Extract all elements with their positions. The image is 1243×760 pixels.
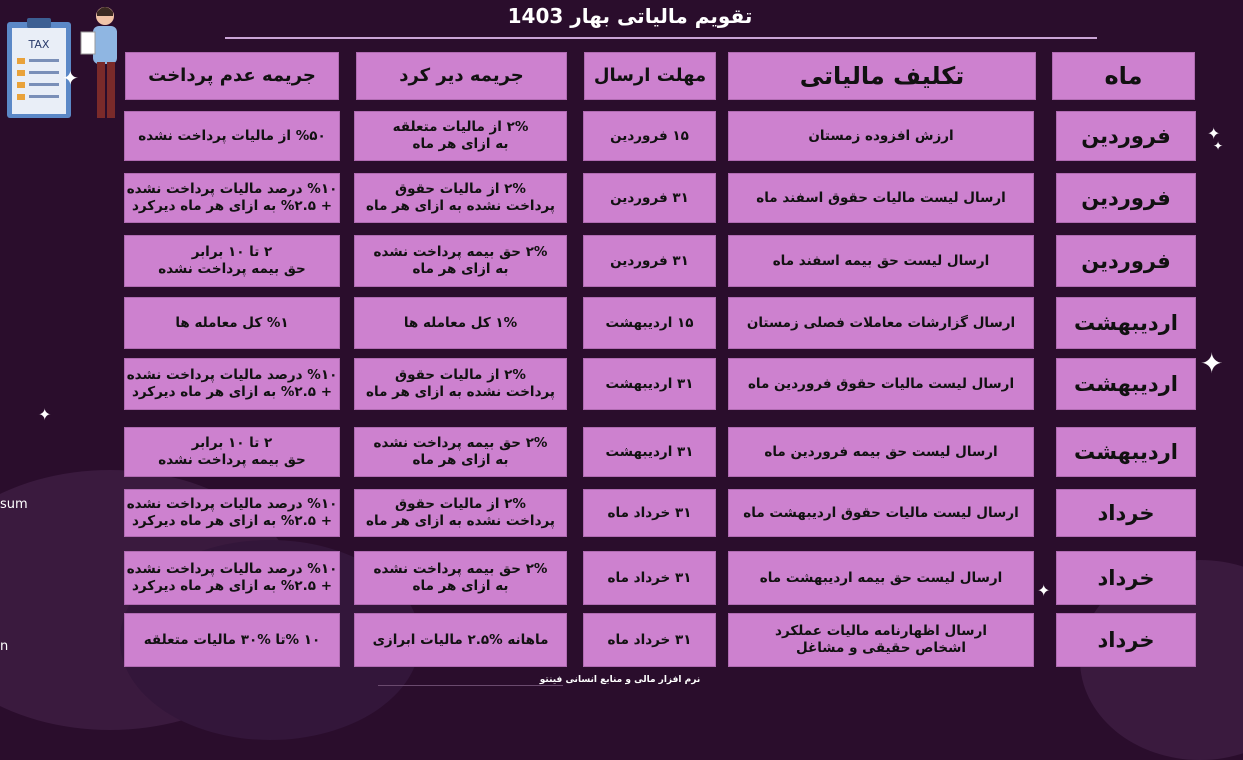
cell-obligation: ارسال لیست مالیات حقوق اردیبهشت ماه [728, 489, 1034, 537]
sparkle-icon: ✦ [1200, 347, 1224, 380]
header-late-penalty: جریمه دیر کرد [356, 52, 567, 100]
cell-month: فروردین [1056, 173, 1196, 223]
cell-late-penalty: ۲% حق بیمه پرداخت نشده به ازای هر ماه [354, 427, 567, 477]
cell-obligation: ارسال اظهارنامه مالیات عملکرد اشخاص حقیقی و مشاغل [728, 613, 1034, 667]
cell-month: خرداد [1056, 551, 1196, 605]
cell-late-penalty: ۲% از مالیات حقوق پرداخت نشده به ازای هر ماه [354, 358, 567, 410]
cell-obligation: ارسال لیست حق بیمه اسفند ماه [728, 235, 1034, 287]
cell-month: خرداد [1056, 613, 1196, 667]
cell-obligation: ارسال لیست مالیات حقوق اسفند ماه [728, 173, 1034, 223]
cell-deadline: ۳۱ فروردین [583, 235, 716, 287]
cell-month: فروردین [1056, 111, 1196, 161]
cell-deadline: ۱۵ اردیبهشت [583, 297, 716, 349]
sparkle-icon: ✦ [1207, 124, 1221, 143]
cell-month: فروردین [1056, 235, 1196, 287]
cell-late-penalty: ۲% از مالیات حقوق پرداخت نشده به ازای هر ماه [354, 173, 567, 223]
side-text-fragment: n [0, 639, 9, 654]
page-title: تقویم مالیاتی بهار 1403 [507, 4, 753, 28]
sparkle-icon: ✦ [62, 66, 79, 90]
tax-illustration [5, 2, 125, 122]
cell-deadline: ۳۱ خرداد ماه [583, 489, 716, 537]
cell-month: اردیبهشت [1056, 297, 1196, 349]
cell-deadline: ۳۱ فروردین [583, 173, 716, 223]
cell-obligation: ارسال لیست حق بیمه اردیبهشت ماه [728, 551, 1034, 605]
cell-nonpayment-penalty: %۱۰ درصد مالیات پرداخت نشده + %۲.۵ به ازای هر ماه دیرکرد [124, 489, 340, 537]
cell-late-penalty: ۲% از مالیات متعلقه به ازای هر ماه [354, 111, 567, 161]
cell-late-penalty: ۲% از مالیات حقوق پرداخت نشده به ازای هر ماه [354, 489, 567, 537]
cell-month: اردیبهشت [1056, 427, 1196, 477]
cell-deadline: ۳۱ خرداد ماه [583, 551, 716, 605]
cell-nonpayment-penalty: ۲ تا ۱۰ برابر حق بیمه پرداخت نشده [124, 235, 340, 287]
sparkle-icon: ✦ [38, 405, 52, 424]
cell-obligation: ارسال لیست حق بیمه فروردین ماه [728, 427, 1034, 477]
cell-late-penalty: ۲% حق بیمه پرداخت نشده به ازای هر ماه [354, 551, 567, 605]
cell-nonpayment-penalty: %۱۰ درصد مالیات پرداخت نشده + %۲.۵ به ازای هر ماه دیرکرد [124, 358, 340, 410]
cell-month: اردیبهشت [1056, 358, 1196, 410]
cell-late-penalty: ماهانه %۲.۵ مالیات ابرازی [354, 613, 567, 667]
cell-nonpayment-penalty: ۱۰ %تا %۳۰ مالیات متعلقه [124, 613, 340, 667]
header-obligation: تکلیف مالیاتی [728, 52, 1036, 100]
cell-nonpayment-penalty: %۱ کل معامله ها [124, 297, 340, 349]
cell-nonpayment-penalty: %۱۰ درصد مالیات پرداخت نشده + %۲.۵ به ازای هر ماه دیرکرد [124, 173, 340, 223]
sparkle-icon: ✦ [1037, 581, 1051, 600]
cell-late-penalty: ۱% کل معامله ها [354, 297, 567, 349]
cell-deadline: ۳۱ اردیبهشت [583, 358, 716, 410]
header-month: ماه [1052, 52, 1195, 100]
cell-deadline: ۱۵ فروردین [583, 111, 716, 161]
cell-month: خرداد [1056, 489, 1196, 537]
footer-line [378, 685, 563, 686]
footer-credit: نرم افزار مالی و منابع انسانی فینتو [539, 675, 701, 685]
cell-obligation: ارسال گزارشات معاملات فصلی زمستان [728, 297, 1034, 349]
title-underline [225, 37, 1097, 39]
cell-obligation: ارزش افزوده زمستان [728, 111, 1034, 161]
tax-label: TAX [28, 38, 50, 51]
cell-nonpayment-penalty: %۱۰ درصد مالیات پرداخت نشده + %۲.۵ به ازای هر ماه دیرکرد [124, 551, 340, 605]
cell-late-penalty: ۲% حق بیمه پرداخت نشده به ازای هر ماه [354, 235, 567, 287]
header-nonpayment-penalty: جریمه عدم پرداخت [125, 52, 339, 100]
cell-obligation: ارسال لیست مالیات حقوق فروردین ماه [728, 358, 1034, 410]
cell-deadline: ۳۱ خرداد ماه [583, 613, 716, 667]
cell-nonpayment-penalty: %۵۰ از مالیات پرداخت نشده [124, 111, 340, 161]
sparkle-icon: ✦ [1213, 139, 1224, 153]
side-text-fragment: sum [0, 497, 28, 512]
header-deadline: مهلت ارسال [584, 52, 716, 100]
cell-deadline: ۳۱ اردیبهشت [583, 427, 716, 477]
cell-nonpayment-penalty: ۲ تا ۱۰ برابر حق بیمه پرداخت نشده [124, 427, 340, 477]
